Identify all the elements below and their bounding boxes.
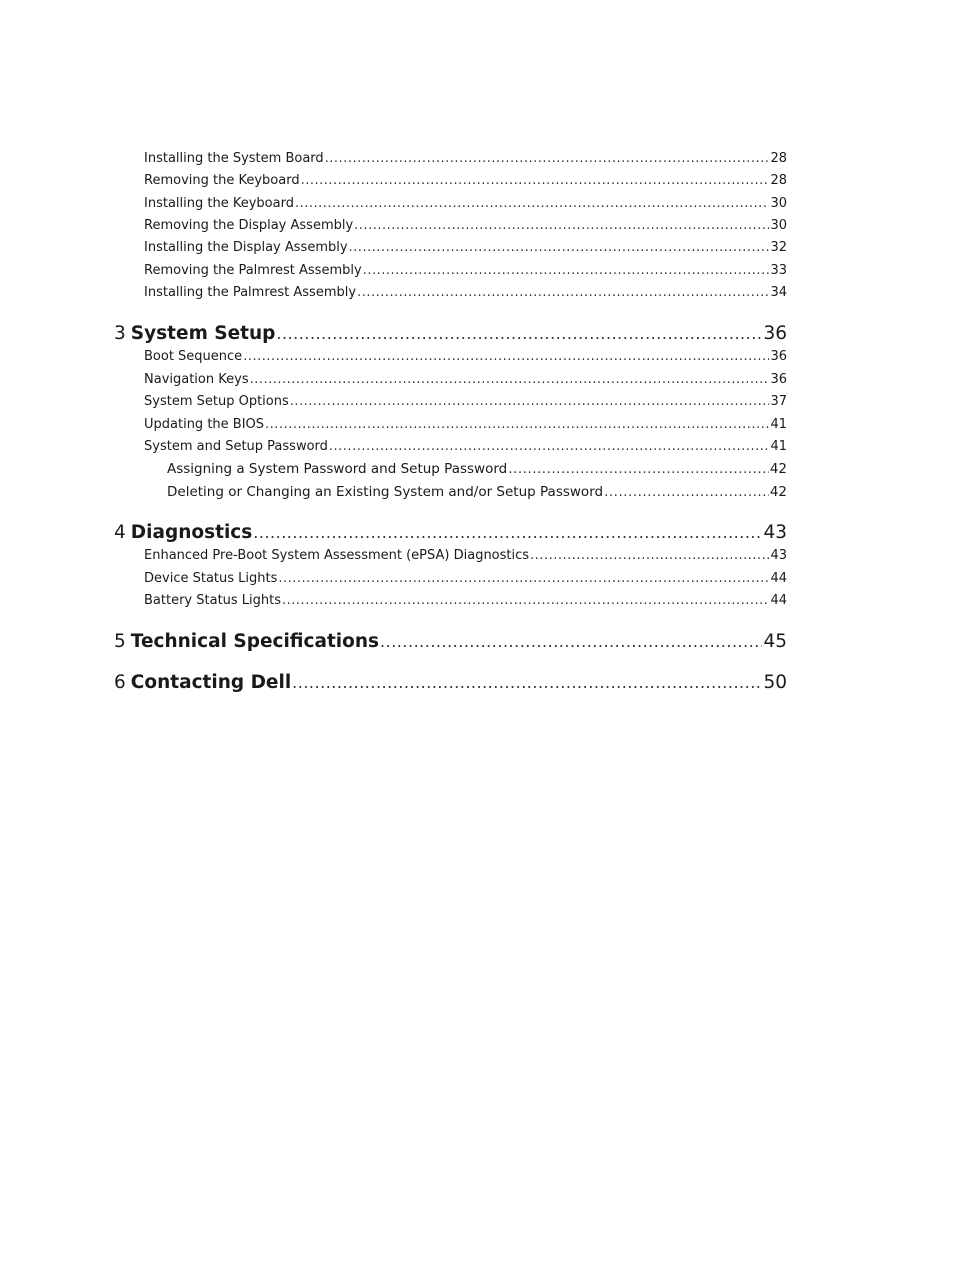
chapter-title-text: Diagnostics xyxy=(130,522,253,543)
dot-leader xyxy=(530,548,769,563)
toc-entry-page: 28 xyxy=(770,173,787,188)
toc-entry-title: Battery Status Lights xyxy=(144,593,282,608)
toc-entry-page: 34 xyxy=(770,285,787,300)
dot-leader xyxy=(276,324,762,343)
toc-entry-title: Deleting or Changing an Existing System and/or Setup Password xyxy=(167,484,604,500)
toc-subentry-assigning-password[interactable] xyxy=(167,461,787,477)
dot-leader xyxy=(278,571,769,586)
chapter-number: 4 xyxy=(114,522,126,543)
toc-chapter-title xyxy=(114,672,291,693)
toc-entry-removing-display-assembly[interactable] xyxy=(144,218,787,233)
toc-chapter-page: 50 xyxy=(763,672,787,693)
toc-entry-page: 44 xyxy=(770,593,787,608)
toc-entry-page: 41 xyxy=(770,439,787,454)
toc-subentry-deleting-changing-password[interactable] xyxy=(167,484,787,500)
toc-chapter-title xyxy=(114,631,379,652)
toc-entry-device-status-lights[interactable] xyxy=(144,571,787,586)
toc-entry-page: 42 xyxy=(769,484,787,500)
toc-entry-page: 42 xyxy=(769,461,787,477)
toc-chapter-diagnostics[interactable] xyxy=(114,522,787,543)
toc-entry-battery-status-lights[interactable] xyxy=(144,593,787,608)
dot-leader xyxy=(380,632,762,651)
dot-leader xyxy=(243,349,769,364)
toc-entry-epsa-diagnostics[interactable] xyxy=(144,548,787,563)
toc-entry-page: 32 xyxy=(770,240,787,255)
toc-chapter-page: 45 xyxy=(763,631,787,652)
toc-entry-title: Device Status Lights xyxy=(144,571,278,586)
dot-leader xyxy=(253,523,762,542)
chapter-title-text: Contacting Dell xyxy=(130,672,292,693)
toc-chapter-page: 43 xyxy=(763,522,787,543)
toc-entry-boot-sequence[interactable] xyxy=(144,349,787,364)
chapter-number: 5 xyxy=(114,631,126,652)
toc-entry-page: 36 xyxy=(770,349,787,364)
chapter-title-text: Technical Specifications xyxy=(130,631,380,652)
dot-leader xyxy=(295,196,770,211)
toc-entry-title: System and Setup Password xyxy=(144,439,328,454)
toc-entry-title: Removing the Palmrest Assembly xyxy=(144,263,362,278)
toc-chapter-system-setup[interactable] xyxy=(114,323,787,344)
dot-leader xyxy=(363,263,770,278)
toc-entry-title: Installing the Palmrest Assembly xyxy=(144,285,357,300)
toc-entry-title: Installing the Keyboard xyxy=(144,196,294,211)
toc-entry-title: System Setup Options xyxy=(144,394,289,409)
dot-leader xyxy=(329,439,770,454)
dot-leader xyxy=(301,173,770,188)
toc-entry-title: Updating the BIOS xyxy=(144,417,265,432)
toc-entry-page: 30 xyxy=(770,218,787,233)
toc-entry-page: 30 xyxy=(770,196,787,211)
toc-entry-title: Installing the Display Assembly xyxy=(144,240,348,255)
toc-entry-installing-palmrest-assembly[interactable] xyxy=(144,285,787,300)
toc-entry-installing-system-board[interactable] xyxy=(144,151,787,166)
toc-chapter-page: 36 xyxy=(763,323,787,344)
dot-leader xyxy=(349,240,770,255)
dot-leader xyxy=(508,461,769,477)
toc-entry-title: Removing the Keyboard xyxy=(144,173,300,188)
toc-entry-installing-display-assembly[interactable] xyxy=(144,240,787,255)
dot-leader xyxy=(604,484,769,500)
toc-entry-system-setup-options[interactable] xyxy=(144,394,787,409)
dot-leader xyxy=(354,218,769,233)
toc-entry-installing-keyboard[interactable] xyxy=(144,196,787,211)
toc-entry-updating-bios[interactable] xyxy=(144,417,787,432)
toc-entry-title: Navigation Keys xyxy=(144,372,249,387)
toc-entry-title: Enhanced Pre-Boot System Assessment (ePSA) Diagnostics xyxy=(144,548,530,563)
toc-entry-page: 43 xyxy=(770,548,787,563)
toc-entry-title: Assigning a System Password and Setup Password xyxy=(167,461,508,477)
toc-entry-removing-keyboard[interactable] xyxy=(144,173,787,188)
chapter-number: 6 xyxy=(114,672,126,693)
dot-leader xyxy=(290,394,770,409)
dot-leader xyxy=(265,417,769,432)
dot-leader xyxy=(250,372,770,387)
chapter-title-text: System Setup xyxy=(130,323,276,344)
toc-entry-page: 44 xyxy=(770,571,787,586)
toc-chapter-technical-specifications[interactable] xyxy=(114,631,787,652)
chapter-number: 3 xyxy=(114,323,126,344)
toc-entry-title: Removing the Display Assembly xyxy=(144,218,354,233)
toc-entry-page: 36 xyxy=(770,372,787,387)
toc-entry-system-setup-password[interactable] xyxy=(144,439,787,454)
dot-leader xyxy=(282,593,769,608)
toc-entry-page: 33 xyxy=(770,263,787,278)
toc-entry-page: 37 xyxy=(770,394,787,409)
toc-entry-page: 28 xyxy=(770,151,787,166)
toc-entry-title: Boot Sequence xyxy=(144,349,243,364)
dot-leader xyxy=(292,673,762,692)
toc-entry-title: Installing the System Board xyxy=(144,151,324,166)
dot-leader xyxy=(325,151,770,166)
toc-entry-page: 41 xyxy=(770,417,787,432)
dot-leader xyxy=(357,285,769,300)
toc-entry-navigation-keys[interactable] xyxy=(144,372,787,387)
toc-chapter-contacting-dell[interactable] xyxy=(114,672,787,693)
toc-entry-removing-palmrest-assembly[interactable] xyxy=(144,263,787,278)
toc-chapter-title xyxy=(114,522,252,543)
toc-chapter-title xyxy=(114,323,275,344)
